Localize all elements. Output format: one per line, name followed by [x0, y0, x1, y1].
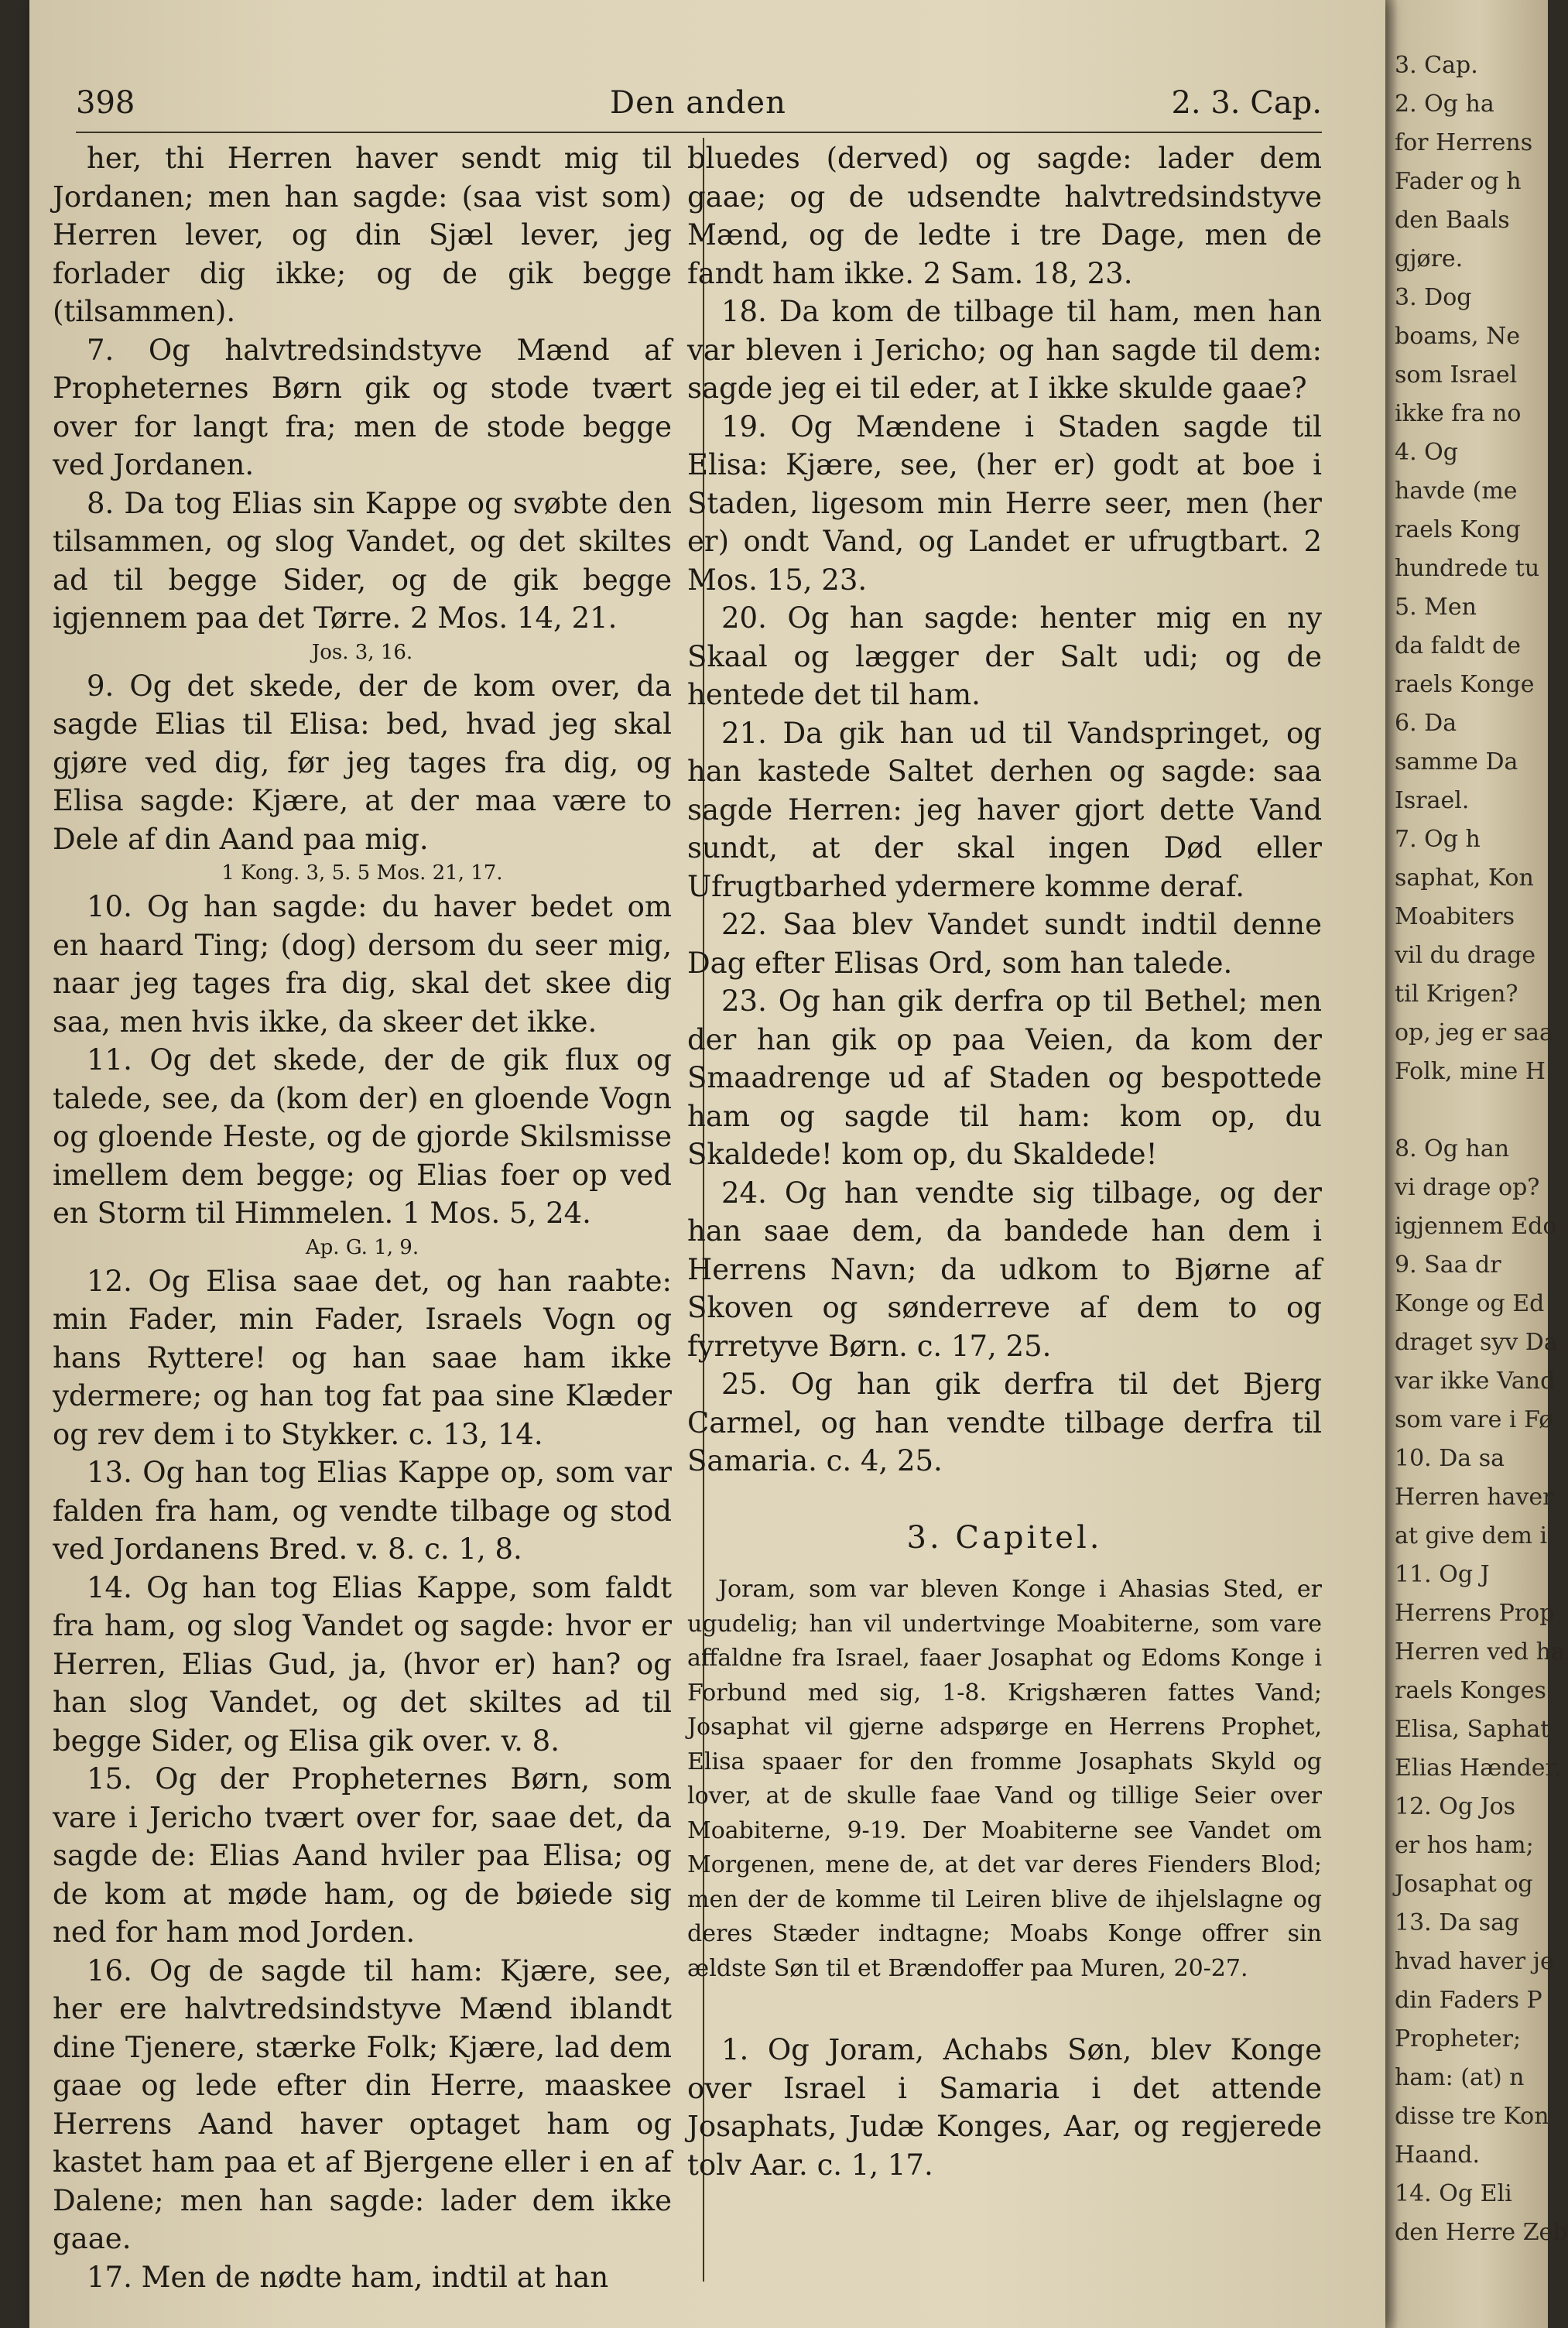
verse: 19. Og Mændene i Staden sagde til Elisa: Kjære, see, (her er) godt at boe i Staden, ligesom min Herre seer, men (her er) ondt Vand, og Landet er ufrugtbart. 2 Mos. 15, 23.: [687, 409, 1322, 597]
verse: 11. Og det skede, der de gik flux og talede, see, da (kom der) en gloende Vogn og gloende Heste, og de gjorde Skilsmisse imellem dem begge; og Elias foer op ved en Storm til Himmelen. 1 Mos. 5, 24.: [53, 1043, 672, 1230]
verse: 16. Og de sagde til ham: Kjære, see, her ere halvtredsindstyve Mænd iblandt dine Tjenere, stærke Folk; Kjære, lad dem gaae og lede efter din Herre, maaskee Herrens Aand haver optaget ham og kastet ham paa et af Bjergene eller i en af Dalene; men han sagde: lader dem ikke gaae.: [53, 1953, 672, 2255]
verse: 8. Da tog Elias sin Kappe og svøbte den tilsammen, og slog Vandet, og det skiltes ad til begge Sider, og de gik begge igjennem paa det Tørre. 2 Mos. 14, 21.: [53, 486, 672, 635]
margin-line: 6. Da: [1395, 710, 1457, 737]
margin-line: hvad haver je: [1395, 1948, 1554, 1975]
margin-line: hundrede tu: [1395, 555, 1540, 582]
margin-line: for Herrens: [1395, 129, 1533, 156]
margin-line: [1395, 1091, 1542, 1130]
verse: 25. Og han gik derfra til det Bjerg Carmel, og han vendte tilbage derfra til Samaria. c. 4, 25.: [687, 1368, 1322, 1477]
margin-line: Herren ved ha: [1395, 1638, 1565, 1666]
verse: her, thi Herren haver sendt mig til Jordanen; men han sagde: (saa vist som) Herren lever, og din Sjæl lever, jeg forlader dig ikke; og de gik begge (tilsammen).: [53, 142, 672, 328]
verse: 13. Og han tog Elias Kappe op, som var falden fra ham, og vendte tilbage og stod ved Jordanens Bred. v. 8. c. 1, 8.: [53, 1456, 672, 1566]
margin-line: 9. Saa dr: [1395, 1251, 1501, 1279]
verse: 21. Da gik han ud til Vandspringet, og han kastede Saltet derhen og sagde: saa sagde Herren: jeg haver gjort dette Vand sundt, at der skal ingen Død eller Ufrugtbarhed ydermere komme deraf.: [687, 716, 1322, 903]
verse: 10. Og han sagde: du haver bedet om en haard Ting; (dog) dersom du seer mig, naar jeg tages fra dig, skal det skee dig saa, men hvis ikke, da skeer det ikke.: [53, 890, 672, 1039]
verse: bluedes (derved) og sagde: lader dem gaae; og de udsendte halvtredsindstyve Mænd, og de ledte i tre Dage, men de fandt ham ikke. 2 Sam. 18, 23.: [687, 142, 1322, 290]
margin-line: havde (me: [1395, 478, 1518, 505]
margin-line: den Baals: [1395, 207, 1510, 234]
page-number: 398: [76, 85, 135, 121]
margin-line: Fader og h: [1395, 168, 1522, 195]
right-column: [687, 139, 1322, 2184]
margin-line: Herrens Prop: [1395, 1600, 1555, 1627]
margin-line: Israel.: [1395, 787, 1470, 814]
verse: 15. Og der Propheternes Børn, som vare i Jericho tvært over for, saae det, da sagde de: Elias Aand hviler paa Elisa; og de kom at møde ham, og de bøiede sig ned for ham mod Jorden.: [53, 1762, 672, 1949]
book-page: [29, 0, 1385, 2328]
margin-line: 8. Og han: [1395, 1135, 1510, 1162]
cross-reference: Ap. G. 1, 9.: [305, 1235, 419, 1259]
margin-line: Elias Hænder.: [1395, 1755, 1562, 1782]
running-title: Den anden: [610, 85, 786, 121]
verse: 24. Og han vendte sig tilbage, og der han saae dem, da bandede han dem i Herrens Navn; da udkom to Bjørne af Skoven og sønderreve af dem to og fyrretyve Børn. c. 17, 25.: [687, 1176, 1322, 1363]
chapter-summary: Joram, som var bleven Konge i Ahasias Sted, er ugudelig; han vil undertvinge Moabiterne, som vare affaldne fra Israel, faaer Josaphat og Edoms Konge i Forbund med sig, 1-8. Krigshæren fattes Vand; Josaphat vil gjerne adspørge en Herrens Prophet, Elisa spaaer for den fromme Josaphats Skyld og lover, at de skulle faae Vand og tillige Seier over Moabiterne, 9-19. Der Moabiterne see Vandet om Morgenen, mene de, at det var deres Fienders Blod; men der de komme til Leiren blive de ihjelslagne og deres Stæder indtagne; Moabs Konge offrer sin ældste Søn til et Brændoffer paa Muren, 20-27.: [687, 1576, 1322, 1982]
margin-line: Moabiters: [1395, 903, 1515, 930]
margin-line: Propheter;: [1395, 2025, 1522, 2052]
verse: 17. Men de nødte ham, indtil at han: [87, 2260, 609, 2294]
margin-line: da faldt de: [1395, 632, 1521, 659]
verse: 7. Og halvtredsindstyve Mænd af Propheternes Børn gik og stode tvært over for langt fra; men de stode begge ved Jordanen.: [53, 333, 672, 481]
margin-line: 2. Og ha: [1395, 91, 1494, 118]
margin-line: som vare i Fø: [1395, 1406, 1553, 1433]
margin-line: igjennem Edo: [1395, 1213, 1557, 1240]
margin-line: 12. Og Jos: [1395, 1793, 1516, 1820]
cross-reference: Jos. 3, 16.: [311, 640, 413, 664]
margin-line: som Israel: [1395, 361, 1518, 389]
margin-line: saphat, Kon: [1395, 864, 1534, 892]
margin-line: Josaphat og: [1395, 1871, 1533, 1898]
margin-line: vil du drage: [1395, 942, 1536, 969]
margin-line: 10. Da sa: [1395, 1445, 1505, 1472]
verse: 20. Og han sagde: henter mig en ny Skaal og lægger der Salt udi; og de hentede det til ham.: [687, 601, 1322, 711]
margin-line: Herren haver: [1395, 1484, 1554, 1511]
margin-line: raels Konges: [1395, 1677, 1546, 1704]
page-header: [53, 85, 1322, 132]
margin-line: 7. Og h: [1395, 826, 1481, 853]
verse: 1. Og Joram, Achabs Søn, blev Konge over Israel i Samaria i det attende Josaphats, Judæ Konges, Aar, og regjerede tolv Aar. c. 1, 17.: [687, 2033, 1322, 2182]
verse: 9. Og det skede, der de kom over, da sagde Elias til Elisa: bed, hvad jeg skal gjøre ved dig, før jeg tages fra dig, og Elisa sagde: Kjære, at der maa være to Dele af din Aand paa mig.: [53, 669, 672, 856]
margin-line: op, jeg er saa: [1395, 1019, 1553, 1046]
margin-line: draget syv Da: [1395, 1329, 1558, 1356]
chapter-heading: 3. Capitel.: [906, 1519, 1103, 1556]
margin-line: 13. Da sag: [1395, 1909, 1520, 1936]
margin-line: raels Kong: [1395, 516, 1521, 543]
margin-line: boams, Ne: [1395, 323, 1521, 350]
verse: 12. Og Elisa saae det, og han raabte: min Fader, min Fader, Israels Vogn og hans Ryttere! og han saae ham ikke ydermere; og han tog fat paa sine Klæder og rev dem i to Stykker. c. 13, 14.: [53, 1264, 672, 1451]
margin-line: raels Konge: [1395, 671, 1535, 698]
margin-line: Konge og Ed: [1395, 1290, 1545, 1317]
margin-line: den Herre Zeb: [1395, 2219, 1568, 2246]
margin-line: Elisa, Saphat: [1395, 1716, 1550, 1743]
margin-line: ham: (at) n: [1395, 2064, 1525, 2091]
margin-line: disse tre Kon: [1395, 2103, 1549, 2130]
verse: 22. Saa blev Vandet sundt indtil denne Dag efter Elisas Ord, som han talede.: [687, 908, 1322, 980]
header-rule: [76, 132, 1322, 133]
margin-line: 5. Men: [1395, 594, 1477, 621]
margin-line: 3. Dog: [1395, 284, 1472, 311]
margin-line: var ikke Vand: [1395, 1368, 1556, 1395]
margin-line: er hos ham;: [1395, 1832, 1534, 1859]
margin-line: 14. Og Eli: [1395, 2180, 1512, 2207]
margin-line: 3. Cap.: [1395, 52, 1478, 79]
verse: 23. Og han gik derfra op til Bethel; men der han gik op paa Veien, da kom der Smaadrenge ud af Staden og bespottede ham og sagde til ham: kom op, du Skaldede! kom op, du Skaldede!: [687, 984, 1322, 1171]
margin-line: 11. Og J: [1395, 1561, 1490, 1588]
margin-line: Haand.: [1395, 2141, 1480, 2169]
left-column: [53, 139, 672, 2296]
margin-line: til Krigen?: [1395, 981, 1518, 1008]
margin-line: Folk, mine H: [1395, 1058, 1546, 1085]
margin-line: gjøre.: [1395, 245, 1464, 272]
cross-reference: 1 Kong. 3, 5. 5 Mos. 21, 17.: [221, 861, 503, 885]
facing-page-text: [1395, 46, 1568, 2322]
margin-line: vi drage op?: [1395, 1174, 1540, 1201]
margin-line: at give dem i: [1395, 1522, 1548, 1549]
verse: 18. Da kom de tilbage til ham, men han var bleven i Jericho; og han sagde til dem: sagde jeg ei til eder, at I ikke skulde gaae?: [687, 295, 1322, 405]
chapter-reference: 2. 3. Cap.: [1171, 85, 1322, 121]
margin-line: 4. Og: [1395, 439, 1458, 466]
margin-line: ikke fra no: [1395, 400, 1522, 427]
margin-line: samme Da: [1395, 748, 1518, 775]
verse: 14. Og han tog Elias Kappe, som faldt fra ham, og slog Vandet og sagde: hvor er Herren, Elias Gud, ja, (hvor er) han? og han slog Vandet, og det skiltes ad til begge Sider, og Elisa gik over. v. 8.: [53, 1570, 672, 1758]
margin-line: din Faders P: [1395, 1987, 1542, 2014]
